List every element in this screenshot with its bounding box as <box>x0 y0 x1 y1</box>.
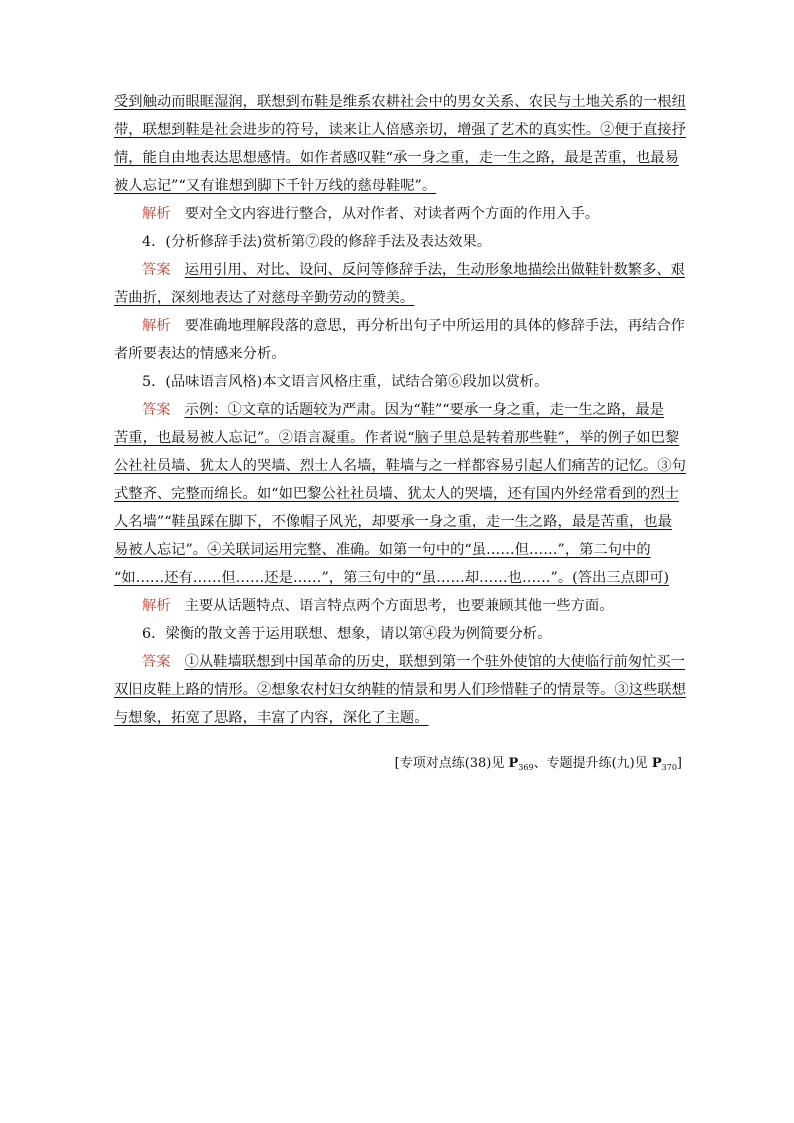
answer-text: ①从鞋墙联想到中国革命的历史，联想到第一个驻外使馆的大使临行前匆忙买一 <box>184 654 685 670</box>
answer-continuation-line-1: 受到触动而眼眶湿润，联想到布鞋是维系农耕社会中的男女关系、农民与土地关系的一根纽 <box>114 94 686 110</box>
answer-4-line-1 <box>142 260 685 280</box>
analysis-text: 要准确地理解段落的意思，再分析出句子中所运用的具体的修辞手法，再结合作 <box>184 318 685 334</box>
answer-5-line-1 <box>142 400 664 420</box>
analysis-5 <box>142 596 614 616</box>
question-6: 6．梁衡的散文善于运用联想、想象，请以第④段为例简要分析。 <box>142 626 552 642</box>
analysis-4-line-2: 者所要表达的情感来分析。 <box>114 346 286 362</box>
answer-5-line-5: 人名墙”“鞋虽踩在脚下，不像帽子风光，却要承一身之重，走一生之路，最是苦重，也最 <box>114 514 672 530</box>
answer-5-line-6: 易被人忘记”。④关联词运用完整、准确。如第一句中的“虽……但……”，第二句中的 <box>114 542 651 558</box>
answer-continuation-line-3: 情，能自由地表达思想感情。如作者感叹鞋“承一身之重，走一生之路，最是苦重，也最易 <box>114 150 679 166</box>
analysis-text: 要对全文内容进行整合，从对作者、对读者两个方面的作用入手。 <box>184 206 600 222</box>
answer-6-line-2: 双旧皮鞋上路的情形。②想象农村妇女纳鞋的情景和男人们珍惜鞋子的情景等。③这些联想 <box>114 682 686 698</box>
question-4: 4．(分析修辞手法)赏析第⑦段的修辞手法及表达效果。 <box>142 234 492 250</box>
reference-middle: 、专题提升练(九)见 <box>533 756 652 771</box>
page-number: 369 <box>518 763 534 772</box>
answer-text: 示例：①文章的话题较为严肃。因为“鞋”“要承一身之重，走一生之路，最是 <box>184 402 665 418</box>
analysis-3 <box>142 204 599 224</box>
answer-continuation-line-4: 被人忘记”“又有谁想到脚下千针万线的慈母鞋呢”。 <box>114 178 437 194</box>
analysis-text: 主要从话题特点、语言特点两个方面思考，也要兼顾其他一些方面。 <box>184 598 614 614</box>
analysis-label: 解析 <box>142 318 171 334</box>
page-marker: P <box>508 756 519 771</box>
page-marker: P <box>651 756 662 771</box>
answer-5-line-7: “如……还有……但……还是……”，第三句中的“虽……却……也……”。(答出三点即可) <box>114 570 670 586</box>
answer-text: 运用引用、对比、设问、反问等修辞手法，生动形象地描绘出做鞋针数繁多、艰 <box>184 262 685 278</box>
analysis-label: 解析 <box>142 206 171 222</box>
reference-prefix: [专项对点练(38)见 <box>394 756 509 771</box>
answer-continuation-line-2: 带，联想到鞋是社会进步的符号，读来让人倍感亲切，增强了艺术的真实性。②便于直接抒 <box>114 122 686 138</box>
answer-4-line-2: 苦曲折，深刻地表达了对慈母辛勤劳动的赞美。 <box>114 290 415 306</box>
practice-reference <box>395 752 682 772</box>
answer-label: 答案 <box>142 654 171 670</box>
reference-suffix: ] <box>676 756 682 771</box>
page-number: 370 <box>661 763 677 772</box>
answer-6-line-3: 与想象，拓宽了思路，丰富了内容，深化了主题。 <box>114 710 429 726</box>
answer-5-line-4: 式整齐、完整而绵长。如“如巴黎公社社员墙、犹太人的哭墙，还有国内外经常看到的烈士 <box>114 486 679 502</box>
answer-label: 答案 <box>142 262 171 278</box>
answer-5-line-2: 苦重，也最易被人忘记”。②语言凝重。作者说“脑子里总是转着那些鞋”，举的例子如巴黎 <box>114 430 680 446</box>
answer-5-line-3: 公社社员墙、犹太人的哭墙、烈士人名墙，鞋墙与之一样都容易引起人们痛苦的记忆。③句 <box>114 458 686 474</box>
answer-label: 答案 <box>142 402 171 418</box>
question-5: 5．(品味语言风格)本文语言风格庄重，试结合第⑥段加以赏析。 <box>142 374 549 390</box>
analysis-4-line-1 <box>142 316 685 336</box>
analysis-label: 解析 <box>142 598 171 614</box>
answer-6-line-1 <box>142 652 685 672</box>
